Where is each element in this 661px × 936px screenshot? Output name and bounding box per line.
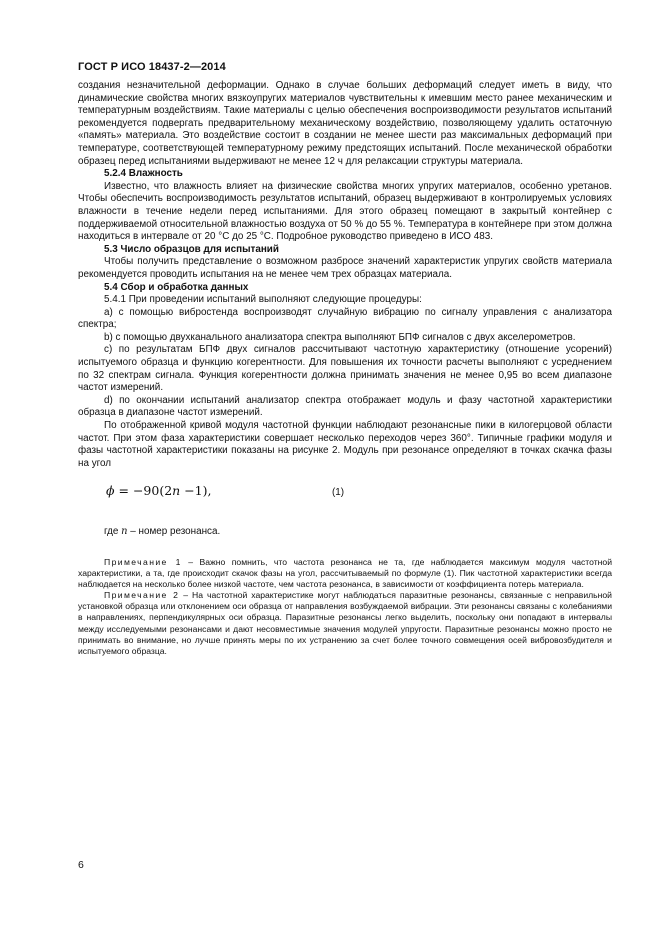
section-heading-5-4: 5.4 Сбор и обработка данных — [104, 281, 249, 293]
list-item-c: c) по результатам БПФ двух сигналов рассчитывают частотную характеристику (отношение усорений) испытуемого образца и функцию когерентности. Для повышения их точности расчеты выполняют с усреднением по 32 спектрам сигнала. Функция когерентности должна принимать значения не менее 0,95 во всем диапазоне частот измерений. — [78, 344, 612, 394]
formula-phi: ϕ — [106, 483, 115, 499]
legend-var: n — [121, 526, 128, 538]
formula-var-n: n — [172, 483, 181, 499]
formula-rhs-b: −1), — [180, 483, 212, 499]
note-2-text: – На частотной характеристике могут наблюдаться паразитные резонансы, связанные с неправильной установкой образца или отклонением оси образца от направления возбуждаемой вибрации. Эти резонансы связаны с колебаниями в направлениях, перпендикулярных оси образца. Паразитные резонансы легко выделить, поскольку они попадают в интервалы между исследуемыми резонансами и дают несовместимые значения модулей упругости. Паразитные резонансы можно просто не принимать во внимание, но лучше принять меры по их устранению за счет более точного совмещения осей вибровозбудителя и испытуемого образца. — [78, 590, 612, 656]
paragraph-deformation: создания незначительной деформации. Однако в случае больших деформаций следует иметь в виду, что динамические свойства многих вязкоупругих материалов чувствительны к имевшим место ранее механическим и температурным воздействиям. Такие материалы с целью обеспечения воспроизводимости результатов испытаний рекомендуется подвергать предварительному механическому воздействию, позволяющему удалить остаточную «память» материала. Это воздействие состоит в создании не менее шести раз максимальных деформаций при температуре, соответствующей температурному режиму предстоящих испытаний. После механической обработки образец перед испытаниями выдерживают не менее 12 ч для релаксации структуры материала. — [78, 80, 612, 167]
paragraph-sample-count: Чтобы получить представление о возможном разбросе значений характеристик упругих свойств материала рекомендуется проводить испытания на не менее чем трех образцах материала. — [78, 256, 612, 280]
formula-legend — [78, 526, 612, 539]
note-2-label: Примечание 2 — [104, 590, 180, 601]
list-item-b: b) с помощью двухканального анализатора спектра выполняют БПФ сигналов с двух акселерометров. — [104, 331, 576, 343]
formula-1 — [78, 478, 612, 516]
document-header: ГОСТ Р ИСО 18437-2—2014 — [78, 61, 226, 73]
list-item-d: d) по окончании испытаний анализатор спектра отображает модуль и фазу частотной характеристики образца в диапазоне частот измерений. — [78, 394, 612, 419]
document-body — [78, 80, 612, 657]
notes-block — [78, 557, 612, 657]
legend-text: – номер резонанса. — [127, 526, 221, 538]
section-heading-5-2-4: 5.2.4 Влажность — [104, 168, 183, 180]
formula-number: (1) — [332, 487, 345, 499]
note-1 — [78, 557, 612, 590]
formula-expression — [106, 485, 211, 498]
paragraph-5-4-1: 5.4.1 При проведении испытаний выполняют следующие процедуры: — [104, 294, 422, 306]
section-heading-5-3: 5.3 Число образцов для испытаний — [104, 243, 279, 255]
note-1-label: Примечание 1 — [104, 557, 182, 567]
paragraph-humidity: Известно, что влажность влияет на физические свойства многих упругих материалов, особенно уретанов. Чтобы обеспечить воспроизводимость результатов испытаний, образец выдерживают в контролируемых условиях влажности в течение недели перед испытаниями. Для этого образец помещают в закрытый контейнер с поддерживаемой относительной влажностью воздуха от 50 % до 55 %. Температура в контейнере при этом должна находиться в интервале от 20 °С до 25 °С. Подробное руководство приведено в ИСО 483. — [78, 180, 612, 243]
page-number: 6 — [78, 859, 84, 871]
formula-rhs-a: = −90(2 — [114, 483, 173, 499]
note-2 — [78, 590, 612, 657]
note-1-text: – Важно помнить, что частота резонанса не та, где наблюдается максимум модуля частотной характеристики, а та, где происходит скачок фазы на угол, рассчитываемый по формуле (1). Пик частотной характеристики всегда наблюдается на несколько более низкой частоте, чем частота резонанса, в зависимости от коэффициента потерь материала. — [78, 557, 612, 590]
legend-prefix: где — [104, 526, 122, 538]
list-item-a: a) с помощью вибростенда воспроизводят случайную вибрацию по сигналу управления с анализатора спектра; — [78, 306, 612, 331]
paragraph-resonance: По отображенной кривой модуля частотной функции наблюдают резонансные пики в килогерцовой области частот. При этом фаза характеристики совершает несколько переходов через 360°. Типичные графики модуля и фазы частотной характеристики показаны на рисунке 2. Модуль при резонансе определяют в точках скачка фазы на угол — [78, 420, 612, 469]
